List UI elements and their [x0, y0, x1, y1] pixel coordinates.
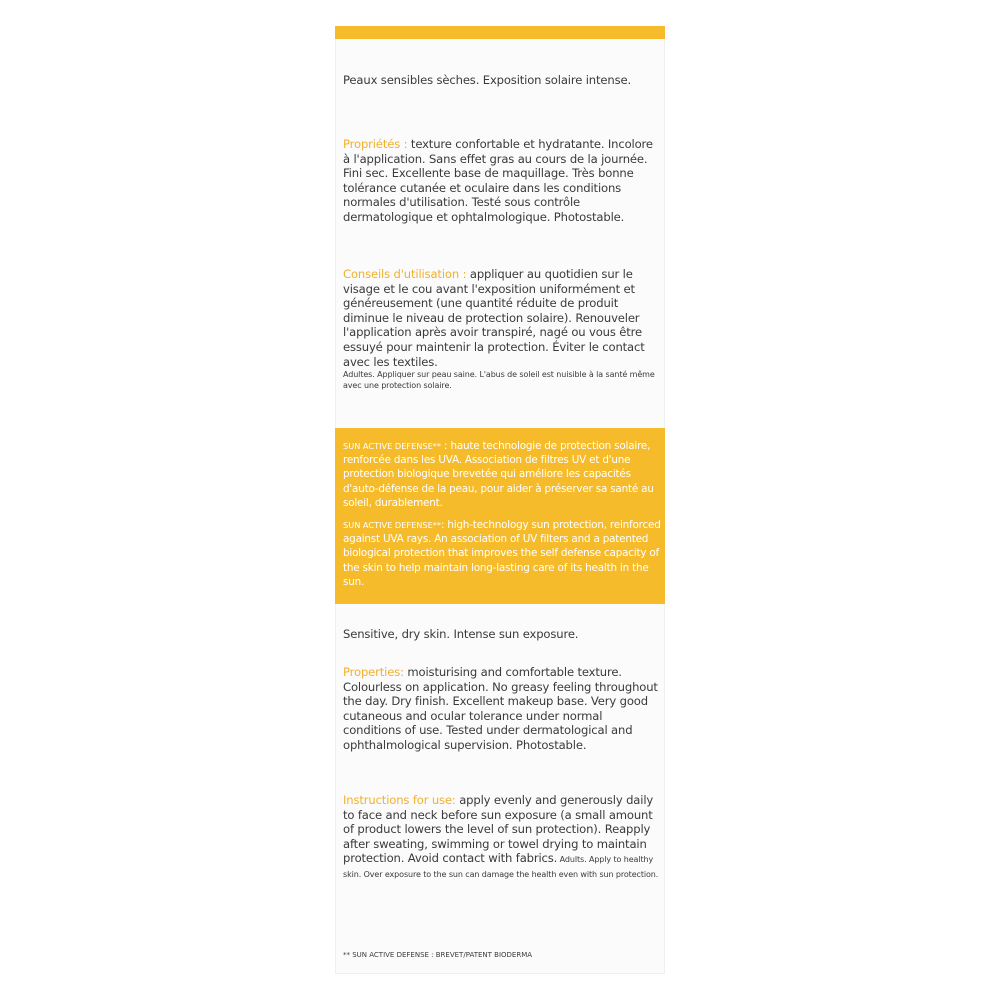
- en-advice-heading: Instructions for use:: [343, 793, 456, 807]
- sun-active-brand-fr: SUN ACTIVE DEFENSE**: [343, 441, 441, 451]
- fr-properties-heading: Propriétés :: [343, 137, 408, 151]
- fr-advice-section: [343, 267, 659, 391]
- sun-active-en-text: : high-technology sun protection, reinforced against UVA rays. An association of UV filters and a patented biological protection that improves the self defense capacity of the skin to help maintain long-lasting care of its health in the sun.: [343, 519, 661, 588]
- fr-properties-section: [343, 137, 659, 225]
- en-advice-text: apply evenly and generously daily to face and neck before sun exposure (a small amount of product lowers the level of sun protection). Reapply after sweating, swimming or towel drying to maintain protection. Avoid contact with fabrics.: [343, 793, 654, 866]
- sun-active-en-block: [343, 518, 661, 589]
- en-advice-paragraph: [343, 793, 659, 881]
- en-advice-section: [343, 793, 659, 881]
- fr-intro: Peaux sensibles sèches. Exposition solaire intense.: [343, 73, 631, 87]
- fr-properties-text: texture confortable et hydratante. Incolore à l'application. Sans effet gras au cours de la journée. Fini sec. Excellente base de maquillage. Très bonne tolérance cutanée et oculaire dans les conditions normales d'utilisation. Testé sous contrôle dermatologique et ophtalmologique. Photostable.: [343, 137, 653, 224]
- en-properties-text: moisturising and comfortable texture. Colourless on application. No greasy feeling throughout the day. Dry finish. Excellent makeup base. Very good cutaneous and ocular tolerance under normal conditions of use. Tested under dermatological and ophthalmological supervision. Photostable.: [343, 665, 658, 752]
- sun-active-fr-block: [343, 439, 661, 510]
- sun-active-brand-en: SUN ACTIVE DEFENSE**: [343, 520, 441, 530]
- fr-intro-text: [343, 73, 659, 88]
- fr-properties-paragraph: [343, 137, 659, 225]
- en-intro-text: [343, 627, 659, 642]
- fr-advice-heading: Conseils d'utilisation :: [343, 267, 467, 281]
- patent-footnote: ** SUN ACTIVE DEFENSE : BREVET/PATENT BIODERMA: [343, 951, 533, 959]
- product-box-panel: [335, 26, 665, 974]
- en-intro: Sensitive, dry skin. Intense sun exposure.: [343, 627, 579, 641]
- fr-advice-warning: Adultes. Appliquer sur peau saine. L'abus de soleil est nuisible à la santé même avec une protection solaire.: [343, 370, 655, 390]
- en-properties-heading: Properties:: [343, 665, 404, 679]
- en-advice-warning: Adults. Apply to healthy skin. Over exposure to the sun can damage the health even with sun protection.: [343, 855, 659, 879]
- top-accent-band: [335, 26, 665, 39]
- en-properties-paragraph: [343, 665, 659, 753]
- fr-advice-paragraph: [343, 267, 659, 369]
- sun-active-defense-panel: [335, 428, 665, 604]
- en-properties-section: [343, 665, 659, 753]
- fr-advice-text: appliquer au quotidien sur le visage et le cou avant l'exposition uniformément et généreusement (une quantité réduite de produit diminue le niveau de protection solaire). Renouveler l'application après avoir transpiré, nagé ou vous être essuyé pour maintenir la protection. Éviter le contact avec les textiles.: [343, 267, 645, 369]
- sun-active-fr-text: : haute technologie de protection solaire, renforcée dans les UVA. Association de filtres UV et d'une protection biologique brevetée qui améliore les capacités d'auto-défense de la peau, pour aider à préserver sa santé au soleil, durablement.: [343, 440, 654, 509]
